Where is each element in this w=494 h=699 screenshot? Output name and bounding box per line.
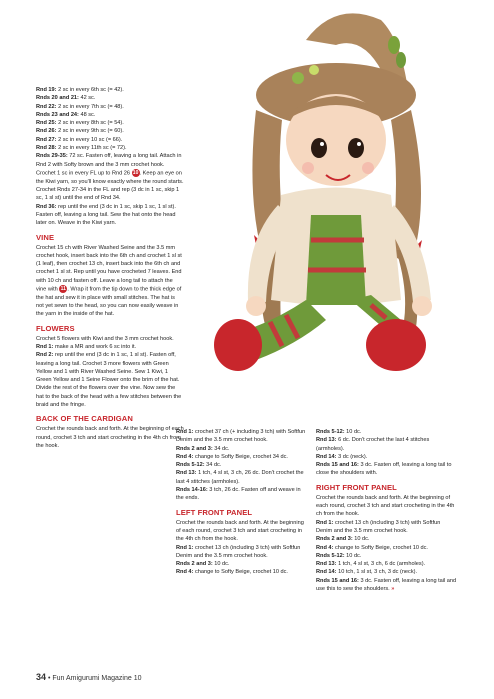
round-text: 2 sc in every 9th sc (= 60).	[58, 128, 124, 135]
round-text: rep until the end (3 dc in 1 sc, 1 sl st). Fasten off, leaving a long tail. Crochet 3 more flowers with Green Yellow and 1 with River Washed Seine. Sew 1 Kiwi, 1 Green Yellow and 1 Seine Flower onto the brim of the hat. Divide the rest of the flowers over the vine. Now sew the hat to the back of the head with a few stitches between the braid and the fringe.	[36, 352, 182, 409]
round-label: Rnd 4:	[316, 544, 334, 551]
continue-arrow-icon: »	[391, 586, 395, 593]
round-36	[36, 203, 184, 228]
round-row	[316, 577, 458, 594]
round-text: 72 sc. Fasten off, leaving a long tail. Attach in Rnd 2 with Softy brown and the 3 mm crochet hook.	[36, 153, 182, 168]
round-row	[316, 560, 458, 568]
round-label: Rnd 14:	[316, 453, 337, 460]
round-label: Rnds 5-12:	[316, 429, 345, 435]
round-row	[316, 519, 458, 536]
dress	[306, 215, 366, 305]
round-row	[36, 119, 184, 127]
cheek	[302, 162, 314, 174]
section-title-right-front-panel: RIGHT FRONT PANEL	[316, 482, 397, 492]
round-row	[176, 544, 308, 561]
round-label: Rnd 14:	[316, 569, 337, 576]
magazine-name: Fun Amigurumi Magazine 10	[52, 675, 142, 682]
eye-right	[348, 138, 364, 158]
round-text: 10 dc.	[346, 552, 362, 559]
round-label: Rnd 2:	[36, 352, 54, 359]
round-row	[316, 535, 458, 543]
round-label: Rnd 25:	[36, 120, 57, 127]
round-label: Rnd 1:	[176, 544, 194, 551]
round-label: Rnd 28:	[36, 145, 57, 152]
round-label: Rnd 22:	[36, 103, 57, 110]
hand-left	[246, 296, 266, 316]
amigurumi-doll-photo	[186, 0, 486, 418]
round-row	[316, 428, 458, 436]
page-number: 34	[36, 672, 47, 682]
eye-left	[311, 138, 327, 158]
round-text: 10 dc.	[346, 429, 362, 435]
round-text: make a MR and work 6 sc into it.	[54, 343, 137, 350]
flower-icon	[292, 72, 304, 84]
round-text: change to Softy Beige, crochet 10 dc.	[334, 544, 428, 551]
section-title-left-front-panel: LEFT FRONT PANEL	[176, 507, 253, 517]
round-label: Rnds 15 and 16:	[316, 577, 359, 584]
column-right	[316, 428, 458, 593]
paragraph-text: . Keep an eye on the Kiwi yarn, so you'll know exactly where the round starts. Crochet Rnds 27-34 in the FL and rep (3 dc in 1 sc, skip 1 sc, 1 sl st) until the end of Rnd 34.	[36, 170, 184, 202]
pattern-rounds-list	[36, 86, 184, 169]
section-title-vine: VINE	[36, 232, 55, 242]
round-label: Rnd 26:	[36, 128, 57, 135]
round-text: 48 sc.	[80, 111, 96, 118]
round-text: 2 sc in every 11th sc (= 72).	[58, 145, 127, 152]
round-row	[176, 469, 308, 486]
round-label: Rnd 4:	[176, 569, 194, 576]
flowers-round-1	[36, 343, 184, 351]
leaf-icon	[388, 36, 400, 54]
round-text: 2 sc in every 10 sc (= 66).	[58, 136, 123, 143]
round-row	[316, 436, 458, 453]
round-text: 3 dc (neck).	[338, 453, 368, 460]
round-row	[176, 428, 308, 445]
round-label: Rnd 4:	[176, 453, 194, 460]
round-row	[316, 552, 458, 560]
round-row	[176, 560, 308, 568]
round-text: crochet 13 ch (including 3 tch) with Softfun Denim and the 3.5 mm crochet hook.	[176, 544, 301, 559]
round-label: Rnd 1:	[316, 519, 334, 526]
round-label: Rnd 13:	[316, 561, 337, 568]
paragraph-text: Crochet 1 sc in every FL up to Rnd 26	[36, 170, 131, 177]
round-row	[176, 486, 308, 503]
round-text: change to Softy Beige, crochet 10 dc.	[194, 569, 288, 576]
round-label: Rnd 1:	[36, 343, 54, 350]
section-title-flowers: FLOWERS	[36, 323, 75, 333]
round-row	[316, 461, 458, 478]
round-text: 2 sc in every 8th sc (= 54).	[58, 120, 124, 127]
round-row	[36, 103, 184, 111]
round-text: 3 dc. Fasten off, leaving a long tail to close the shoulders with.	[316, 462, 452, 477]
vine-paragraph	[36, 244, 184, 319]
round-text: change to Softy Beige, crochet 34 dc.	[194, 453, 288, 460]
round-text: 6 dc. Don't crochet the last 4 stitches (armholes).	[316, 437, 430, 452]
flower-icon	[309, 65, 319, 75]
round-text: 42 sc.	[80, 95, 96, 102]
round-text: 1 tch, 4 sl st, 3 ch, 26 dc. Don't crochet the last 4 stitches (armholes).	[176, 470, 304, 485]
round-label: Rnd 36:	[36, 203, 57, 210]
left-panel-intro: Crochet the rounds back and forth. At the beginning of each round, crochet 3 tch and start crocheting in the 4th ch from the hook.	[176, 519, 304, 543]
round-row	[316, 568, 458, 576]
round-text: 3 dc. Fasten off, leaving a long tail and use this to sew the shoulders.	[316, 577, 457, 593]
paragraph-text: . Wrap it from the tip down to the thick edge of the hat and sew it in place with small stitches. The hat is not yet sewn to the head, so you can now easily weave in the yarn in the inside of the hat.	[36, 286, 182, 318]
round-label: Rnd 13:	[316, 437, 337, 444]
round-text: 10 dc.	[214, 561, 230, 568]
leaf-icon	[396, 52, 406, 68]
step-badge-11: 11	[60, 286, 66, 293]
shoe-right	[366, 319, 426, 371]
round-label: Rnds 5-12:	[176, 462, 205, 469]
round-text: 1 tch, 4 sl st, 3 ch, 6 dc (armholes).	[338, 561, 426, 568]
flowers-round-2	[36, 351, 184, 409]
round-row	[176, 445, 308, 453]
round-text: 10 dc.	[354, 536, 370, 543]
round-row	[316, 544, 458, 552]
shoe-left	[214, 319, 262, 371]
round-label: Rnds 2 and 3:	[316, 536, 353, 543]
round-label: Rnds 20 and 21:	[36, 95, 79, 102]
back-cardigan-intro: Crochet the rounds back and forth. At the beginning of each round, crochet 3 tch and start crocheting in the 4th ch from the hook.	[36, 426, 184, 449]
section-title-back-cardigan: BACK OF THE CARDIGAN	[36, 414, 133, 424]
page-footer	[36, 672, 141, 682]
step-badge-10: 10	[132, 169, 139, 176]
round-row	[36, 152, 184, 169]
crochet-paragraph	[36, 169, 184, 203]
round-label: Rnds 2 and 3:	[176, 561, 213, 568]
round-row	[176, 453, 308, 461]
round-row	[316, 453, 458, 461]
round-row	[36, 111, 184, 119]
round-label: Rnds 5-12:	[316, 552, 345, 559]
round-row	[36, 94, 184, 102]
round-text: 34 dc.	[206, 462, 222, 469]
hand-right	[412, 296, 432, 316]
round-text: rep until the end (3 dc in 1 sc, skip 1 sc, 1 sl st). Fasten off, leaving a long tail. Sew the hat onto the head later on. Weave in the Kiwi yarn.	[36, 203, 176, 227]
flowers-intro: Crochet 5 flowers with Kiwi and the 3 mm crochet hook.	[36, 335, 174, 342]
round-row	[36, 127, 184, 135]
round-text: 2 sc in every 6th sc (= 42).	[58, 87, 124, 93]
cheek	[362, 162, 374, 174]
round-label: Rnds 2 and 3:	[176, 445, 213, 452]
round-label: Rnds 23 and 24:	[36, 111, 79, 118]
column-left	[36, 86, 184, 450]
round-label: Rnd 1:	[176, 429, 194, 435]
round-row	[176, 461, 308, 469]
round-row	[36, 144, 184, 152]
footer-bullet: •	[47, 675, 51, 682]
right-panel-intro: Crochet the rounds back and forth. At the beginning of each round, crochet 3 tch and start crocheting in the 4th ch from the hook.	[316, 494, 455, 518]
round-label: Rnds 15 and 16:	[316, 462, 359, 469]
round-text: 2 sc in every 7th sc (= 48).	[58, 103, 124, 110]
round-label: Rnd 13:	[176, 470, 197, 477]
column-middle	[176, 428, 308, 577]
round-label: Rnd 19:	[36, 87, 57, 93]
round-row	[36, 86, 184, 94]
paragraph-text: Crochet 15 ch with River Washed Seine and the 3.5 mm crochet hook, insert back into the 6th ch and crochet 1 sl st (1 leaf), then crochet 13 ch, insert back into the 6th ch and crochet 1 sl st. Rep until you have crocheted 7 leaves. End with 10 ch and fasten off. Leave a long tail to attach the vine with	[36, 244, 182, 293]
round-text: 34 dc.	[214, 445, 230, 452]
round-text: 10 tch, 1 sl st, 3 ch, 3 dc (neck).	[338, 569, 418, 576]
round-text: crochet 37 ch (+ including 3 tch) with Softfun Denim and the 3.5 mm crochet hook.	[176, 429, 306, 444]
round-text: crochet 13 ch (including 3 tch) with Softfun Denim and the 3.5 mm crochet hook.	[316, 519, 441, 534]
round-label: Rnd 27:	[36, 136, 57, 143]
round-label: Rnds 29-35:	[36, 153, 68, 160]
round-row	[176, 568, 308, 576]
round-text: 3 tch, 26 dc. Fasten off and weave in the ends.	[176, 487, 301, 502]
round-row	[36, 136, 184, 144]
round-label: Rnds 14-16:	[176, 487, 208, 494]
